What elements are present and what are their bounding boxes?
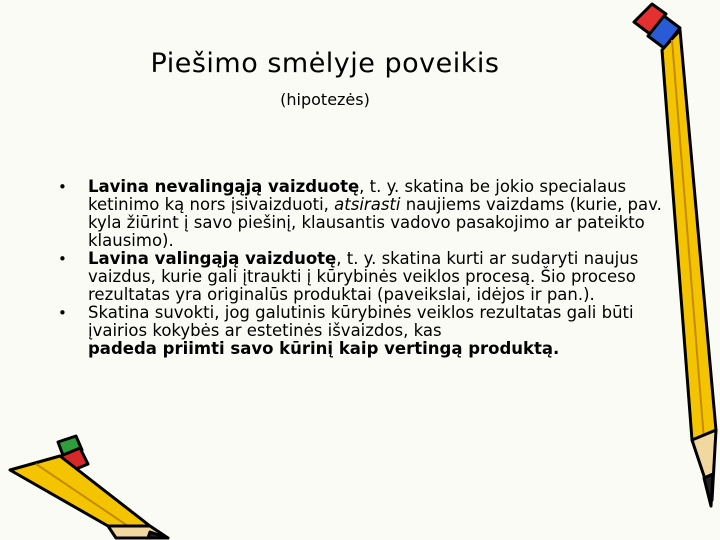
slide-title: Piešimo smėlyje poveikis [150,48,500,79]
slide-subtitle: (hipotezės) [280,90,370,109]
bullet-bold-text: Lavina nevalingąją vaizduotę [88,177,360,196]
bullet-text: Skatina suvokti, jog galutinis kūrybinės veiklos rezultatas gali būti įvairios kokybės ar estetinės išvaizdos, kas [88,303,634,340]
bullet-text: , t. y. skatina be jokio specialaus ketinimo ką nors įsivaizduoti, [88,177,627,214]
bullet-item-1 [56,178,696,250]
bullet-marker: • [58,250,67,268]
bullet-bold-text: Lavina valingąją vaizduotę [88,249,337,268]
bullet-italic-text: atsirasti [334,195,401,214]
pencil-icon [0,430,170,540]
bullet-item-2 [56,250,696,304]
bullet-marker: • [58,178,67,196]
bullet-text-continued: naujiems vaizdams (kurie, pav. kyla žiūrint į savo piešinį, klausantis vadovo pasakojimo ar pateikto klausimo). [88,195,662,250]
bullet-item-3 [56,304,696,340]
bullet-list [56,178,696,358]
bullet-marker: • [58,304,67,322]
bullet-text: , t. y. skatina kurti ar sudaryti naujus vaizdus, kurie gali įtraukti į kūrybinės veiklos procesą. Šio proceso rezultatas yra originalūs produktai (paveikslai, idėjos ir pan.). [88,249,639,304]
closing-line: padeda priimti savo kūrinį kaip vertingą produktą. [88,339,560,358]
